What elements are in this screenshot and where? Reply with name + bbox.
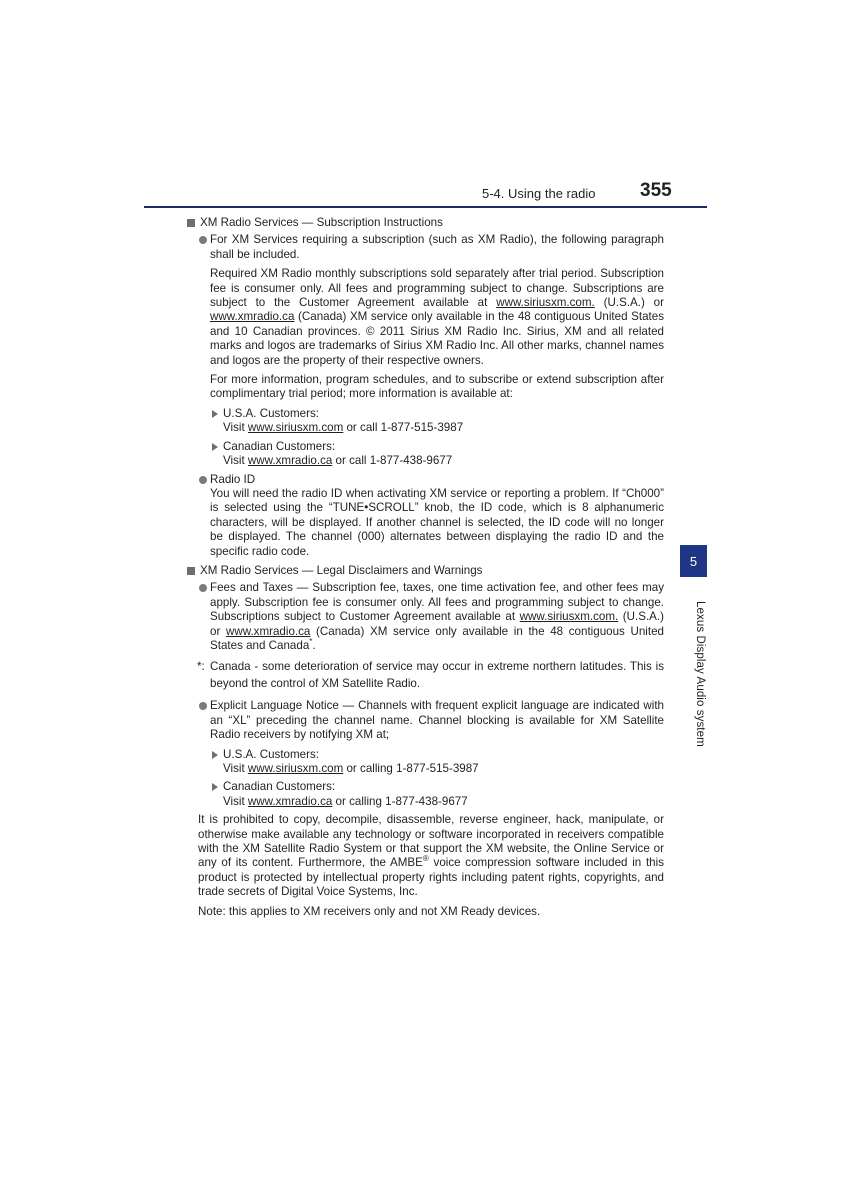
- link-siriusxm[interactable]: www.siriusxm.com: [247, 421, 344, 435]
- paragraph-subscription-terms: Required XM Radio monthly subscriptions sold separately after trial period. Subscription fee is consumer only. All fees and programming subject to change. Subscriptions are subject to the Customer Agreement available at www.siriusxm.com. (U.S.A.) or www.xmradio.ca (Canada) XM service only available in the 48 contiguous United States and 10 Canadian provinces. © 2011 Sirius XM Radio Inc. Sirius, XM and all related marks and logos are trademarks of Sirius XM Radio Inc. All other marks, channel names and logos are the property of their respective owners.: [210, 267, 664, 367]
- link-siriusxm[interactable]: www.siriusxm.com.: [496, 296, 595, 310]
- circle-bullet-icon: [199, 236, 207, 244]
- link-siriusxm[interactable]: www.siriusxm.com: [247, 762, 344, 775]
- chapter-label: Lexus Display Audio system: [694, 601, 706, 747]
- chapter-tab[interactable]: [680, 545, 707, 577]
- circle-bullet-icon: [199, 584, 207, 592]
- circle-bullet-icon: [199, 476, 207, 484]
- square-bullet-icon: [187, 219, 195, 227]
- bullet-fees-taxes: Fees and Taxes — Subscription fee, taxes, one time activation fee, and other fees may apply. Subscription fee is consumer only. All fees and programming subject to change. Subscriptions subject to Customer Agreement available at www.siriusxm.com. (U.S.A.) or www.xmradio.ca (Canada) XM service only available in the 48 contiguous United States and Canada*.: [186, 581, 664, 653]
- triangle-bullet-icon: [212, 410, 218, 418]
- link-xmradio[interactable]: www.xmradio.ca: [225, 624, 311, 638]
- bullet-radio-id: Radio ID You will need the radio ID when activating XM service or reporting a problem. If “Ch000” is selected using the “TUNE•SCROLL” knob, the ID code, which is 8 alphanumeric characters, will be displayed. If another channel is selected, the ID code will no longer be displayed. The channel (000) alternates between displaying the radio ID and the specific radio code.: [186, 473, 664, 559]
- link-xmradio[interactable]: www.xmradio.ca: [247, 454, 333, 468]
- registered-mark: ®: [422, 854, 429, 864]
- triangle-bullet-icon: [212, 751, 218, 759]
- header-rule: [144, 206, 707, 208]
- page-content: [186, 216, 664, 924]
- sub-item-usa: U.S.A. Customers: Visit www.siriusxm.com or calling 1-877-515-3987: [186, 748, 664, 777]
- section-title-disclaimers: XM Radio Services — Legal Disclaimers and Warnings: [186, 564, 664, 578]
- link-xmradio[interactable]: www.xmradio.ca: [247, 794, 333, 808]
- footnote-marker: *: [309, 637, 313, 647]
- paragraph-more-info: For more information, program schedules, and to subscribe or extend subscription after complimentary trial period; more information is available at:: [210, 373, 664, 401]
- sub-item-usa: U.S.A. Customers: Visit www.siriusxm.com or call 1-877-515-3987: [186, 407, 664, 436]
- paragraph-prohibition: It is prohibited to copy, decompile, disassemble, reverse engineer, hack, manipulate, or otherwise make available any technology or software incorporated in receivers compatible with the XM Satellite Radio System or that support the XM website, the Online Service or any of its content. Furthermore, the AMBE® voice compression software included in this product is protected by intellectual property rights including patent rights, copyrights, and trade secrets of Digital Voice Systems, Inc.: [198, 813, 664, 899]
- paragraph-final-note: Note: this applies to XM receivers only and not XM Ready devices.: [198, 904, 541, 918]
- bullet-explicit-language: Explicit Language Notice — Channels with frequent explicit language are indicated with an “XL” preceding the channel name. Channel blocking is available for XM Satellite Radio receivers by notifying XM at;: [186, 699, 664, 742]
- footnote-mark: *:: [197, 660, 205, 674]
- bullet-subscription: For XM Services requiring a subscription (such as XM Radio), the following paragraph shall be included.: [186, 233, 664, 262]
- link-xmradio[interactable]: www.xmradio.ca: [210, 310, 295, 324]
- footnote: *: Canada - some deterioration of service may occur in extreme northern latitudes. This is beyond the control of XM Satellite Radio.: [197, 660, 664, 691]
- link-siriusxm[interactable]: www.siriusxm.com.: [519, 610, 619, 624]
- section-heading: 5-4. Using the radio: [482, 186, 596, 201]
- page-number: 355: [640, 180, 672, 201]
- circle-bullet-icon: [199, 702, 207, 710]
- chapter-number: 5: [689, 553, 698, 569]
- triangle-bullet-icon: [212, 783, 218, 791]
- sub-item-canada: Canadian Customers: Visit www.xmradio.ca or call 1-877-438-9677: [186, 440, 664, 469]
- sub-item-canada: Canadian Customers: Visit www.xmradio.ca or calling 1-877-438-9677: [186, 780, 664, 809]
- section-title-subscription: XM Radio Services — Subscription Instructions: [186, 216, 664, 230]
- triangle-bullet-icon: [212, 443, 218, 451]
- square-bullet-icon: [187, 567, 195, 575]
